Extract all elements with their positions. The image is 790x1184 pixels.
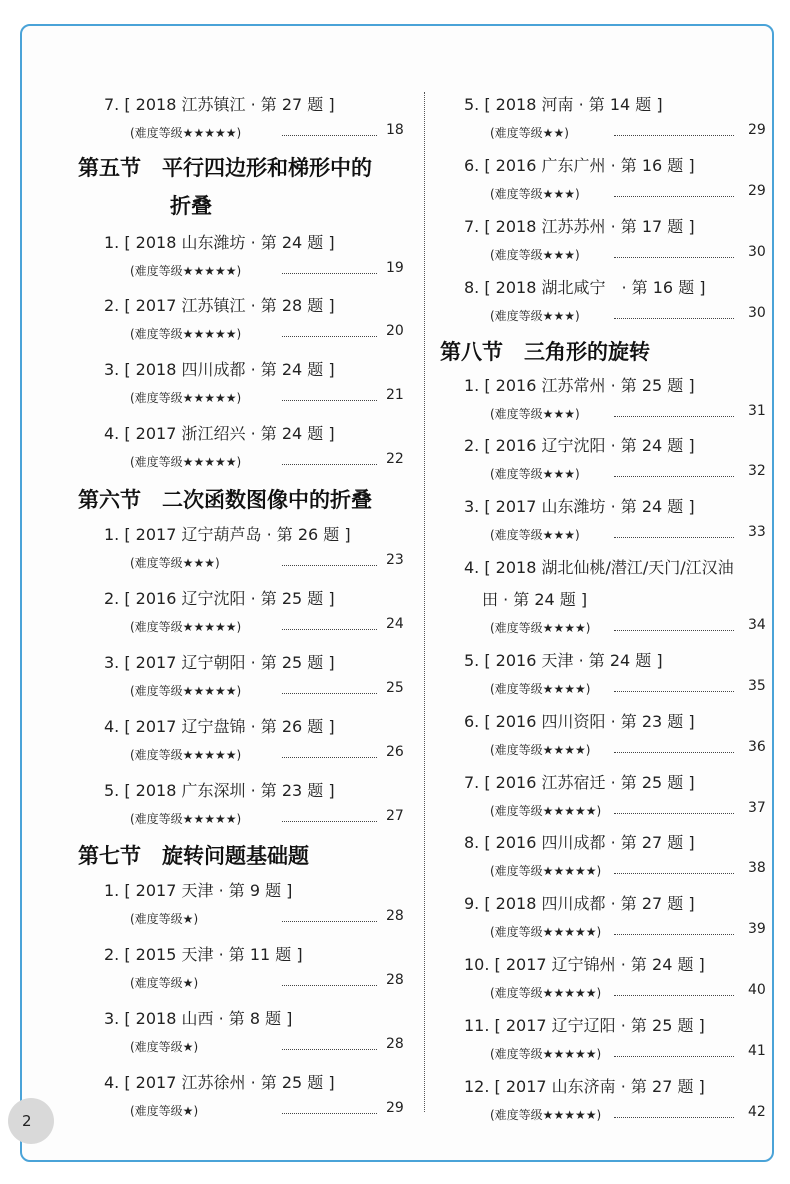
- toc-entry-title: 7. [ 2018 江苏苏州 · 第 17 题 ]: [464, 217, 695, 236]
- leader-dots: [614, 537, 734, 538]
- difficulty-rating: (难度等级★★★): [490, 309, 580, 323]
- leader-dots: [614, 1056, 734, 1057]
- leader-dots: [282, 464, 377, 465]
- leader-dots: [282, 921, 377, 922]
- leader-dots: [614, 1117, 734, 1118]
- leader-dots: [614, 630, 734, 631]
- difficulty-rating: (难度等级★★★): [130, 556, 220, 570]
- toc-entry-title: 9. [ 2018 四川成都 · 第 27 题 ]: [464, 894, 695, 913]
- difficulty-rating: (难度等级★★★): [490, 248, 580, 262]
- section-heading: 第八节 三角形的旋转: [440, 339, 650, 364]
- leader-dots: [282, 273, 377, 274]
- toc-entry-title: 7. [ 2016 江苏宿迁 · 第 25 题 ]: [464, 773, 695, 792]
- leader-dots: [614, 813, 734, 814]
- toc-entry-title: 1. [ 2017 天津 · 第 9 题 ]: [104, 881, 293, 900]
- leader-dots: [282, 629, 377, 630]
- difficulty-rating: (难度等级★★★★★): [130, 391, 242, 405]
- difficulty-rating: (难度等级★★★★★): [130, 620, 242, 634]
- section-heading: 第六节 二次函数图像中的折叠: [78, 487, 372, 512]
- page-ref: 23: [386, 552, 404, 568]
- toc-entry-title: 8. [ 2016 四川成都 · 第 27 题 ]: [464, 833, 695, 852]
- page-ref: 21: [386, 387, 404, 403]
- toc-entry-title: 4. [ 2017 浙江绍兴 · 第 24 题 ]: [104, 424, 335, 443]
- column-divider: [424, 92, 425, 1112]
- leader-dots: [282, 135, 377, 136]
- leader-dots: [282, 336, 377, 337]
- page-ref: 41: [748, 1043, 766, 1059]
- difficulty-rating: (难度等级★★★★★): [490, 864, 602, 878]
- page-ref: 30: [748, 244, 766, 260]
- toc-entry-title: 2. [ 2016 辽宁沈阳 · 第 24 题 ]: [464, 436, 695, 455]
- page-ref: 40: [748, 982, 766, 998]
- page-ref: 30: [748, 305, 766, 321]
- difficulty-rating: (难度等级★★★): [490, 467, 580, 481]
- difficulty-rating: (难度等级★★★): [490, 187, 580, 201]
- page-ref: 37: [748, 800, 766, 816]
- difficulty-rating: (难度等级★★): [490, 126, 569, 140]
- leader-dots: [614, 476, 734, 477]
- leader-dots: [282, 1113, 377, 1114]
- page-ref: 32: [748, 463, 766, 479]
- toc-entry-title: 4. [ 2017 江苏徐州 · 第 25 题 ]: [104, 1073, 335, 1092]
- toc-entry-title: 2. [ 2016 辽宁沈阳 · 第 25 题 ]: [104, 589, 335, 608]
- toc-entry-title: 7. [ 2018 江苏镇江 · 第 27 题 ]: [104, 95, 335, 114]
- leader-dots: [614, 257, 734, 258]
- toc-entry-title: 1. [ 2018 山东潍坊 · 第 24 题 ]: [104, 233, 335, 252]
- toc-entry-title: 6. [ 2016 广东广州 · 第 16 题 ]: [464, 156, 695, 175]
- page-ref: 35: [748, 678, 766, 694]
- leader-dots: [282, 400, 377, 401]
- leader-dots: [282, 693, 377, 694]
- page-ref: 29: [386, 1100, 404, 1116]
- difficulty-rating: (难度等级★): [130, 1104, 199, 1118]
- difficulty-rating: (难度等级★★★): [490, 407, 580, 421]
- page-ref: 36: [748, 739, 766, 755]
- difficulty-rating: (难度等级★★★★★): [490, 925, 602, 939]
- page-ref: 22: [386, 451, 404, 467]
- difficulty-rating: (难度等级★★★★★): [490, 986, 602, 1000]
- difficulty-rating: (难度等级★★★★★): [130, 327, 242, 341]
- difficulty-rating: (难度等级★★★★): [490, 682, 591, 696]
- difficulty-rating: (难度等级★★★★★): [490, 1047, 602, 1061]
- leader-dots: [282, 985, 377, 986]
- difficulty-rating: (难度等级★): [130, 1040, 199, 1054]
- difficulty-rating: (难度等级★★★★★): [490, 804, 602, 818]
- page-ref: 28: [386, 1036, 404, 1052]
- difficulty-rating: (难度等级★★★★★): [490, 1108, 602, 1122]
- toc-entry-title: 3. [ 2017 辽宁朝阳 · 第 25 题 ]: [104, 653, 335, 672]
- difficulty-rating: (难度等级★): [130, 976, 199, 990]
- page-ref: 31: [748, 403, 766, 419]
- toc-entry-title: 10. [ 2017 辽宁锦州 · 第 24 题 ]: [464, 955, 705, 974]
- leader-dots: [614, 196, 734, 197]
- leader-dots: [614, 416, 734, 417]
- leader-dots: [614, 873, 734, 874]
- toc-entry-title: 11. [ 2017 辽宁辽阳 · 第 25 题 ]: [464, 1016, 705, 1035]
- leader-dots: [614, 995, 734, 996]
- difficulty-rating: (难度等级★★★★★): [130, 455, 242, 469]
- toc-entry-title: 4. [ 2017 辽宁盘锦 · 第 26 题 ]: [104, 717, 335, 736]
- leader-dots: [282, 1049, 377, 1050]
- difficulty-rating: (难度等级★★★★★): [130, 812, 242, 826]
- difficulty-rating: (难度等级★★★★★): [130, 264, 242, 278]
- difficulty-rating: (难度等级★★★★★): [130, 684, 242, 698]
- toc-entry-title: 3. [ 2017 山东潍坊 · 第 24 题 ]: [464, 497, 695, 516]
- section-heading: 第七节 旋转问题基础题: [78, 843, 309, 868]
- toc-entry-title: 2. [ 2017 江苏镇江 · 第 28 题 ]: [104, 296, 335, 315]
- page-ref: 20: [386, 323, 404, 339]
- page-ref: 29: [748, 122, 766, 138]
- leader-dots: [282, 565, 377, 566]
- page-ref: 26: [386, 744, 404, 760]
- toc-entry-title: 8. [ 2018 湖北咸宁 · 第 16 题 ]: [464, 278, 706, 297]
- difficulty-rating: (难度等级★): [130, 912, 199, 926]
- toc-entry-title: 5. [ 2016 天津 · 第 24 题 ]: [464, 651, 663, 670]
- page-number: 2: [8, 1098, 54, 1144]
- page-ref: 18: [386, 122, 404, 138]
- section-heading: 第五节 平行四边形和梯形中的: [78, 155, 372, 180]
- difficulty-rating: (难度等级★★★): [490, 528, 580, 542]
- page-ref: 42: [748, 1104, 766, 1120]
- leader-dots: [282, 757, 377, 758]
- page-ref: 33: [748, 524, 766, 540]
- page-ref: 19: [386, 260, 404, 276]
- page-ref: 34: [748, 617, 766, 633]
- toc-entry-title: 4. [ 2018 湖北仙桃/潜江/天门/江汉油: [464, 558, 734, 577]
- leader-dots: [614, 135, 734, 136]
- difficulty-rating: (难度等级★★★★): [490, 621, 591, 635]
- page-ref: 25: [386, 680, 404, 696]
- toc-entry-title: 2. [ 2015 天津 · 第 11 题 ]: [104, 945, 303, 964]
- toc-entry-title-cont: 田 · 第 24 题 ]: [482, 590, 588, 609]
- page-ref: 38: [748, 860, 766, 876]
- leader-dots: [614, 934, 734, 935]
- page-ref: 39: [748, 921, 766, 937]
- page-ref: 24: [386, 616, 404, 632]
- page-ref: 28: [386, 908, 404, 924]
- toc-entry-title: 3. [ 2018 四川成都 · 第 24 题 ]: [104, 360, 335, 379]
- leader-dots: [282, 821, 377, 822]
- difficulty-rating: (难度等级★★★★): [490, 743, 591, 757]
- toc-entry-title: 3. [ 2018 山西 · 第 8 题 ]: [104, 1009, 293, 1028]
- toc-entry-title: 6. [ 2016 四川资阳 · 第 23 题 ]: [464, 712, 695, 731]
- leader-dots: [614, 752, 734, 753]
- section-heading-cont: 折叠: [170, 193, 212, 218]
- page-ref: 29: [748, 183, 766, 199]
- page-ref: 27: [386, 808, 404, 824]
- difficulty-rating: (难度等级★★★★★): [130, 748, 242, 762]
- toc-entry-title: 12. [ 2017 山东济南 · 第 27 题 ]: [464, 1077, 705, 1096]
- leader-dots: [614, 318, 734, 319]
- difficulty-rating: (难度等级★★★★★): [130, 126, 242, 140]
- toc-entry-title: 5. [ 2018 河南 · 第 14 题 ]: [464, 95, 663, 114]
- page-ref: 28: [386, 972, 404, 988]
- toc-entry-title: 1. [ 2016 江苏常州 · 第 25 题 ]: [464, 376, 695, 395]
- toc-entry-title: 1. [ 2017 辽宁葫芦岛 · 第 26 题 ]: [104, 525, 351, 544]
- toc-entry-title: 5. [ 2018 广东深圳 · 第 23 题 ]: [104, 781, 335, 800]
- leader-dots: [614, 691, 734, 692]
